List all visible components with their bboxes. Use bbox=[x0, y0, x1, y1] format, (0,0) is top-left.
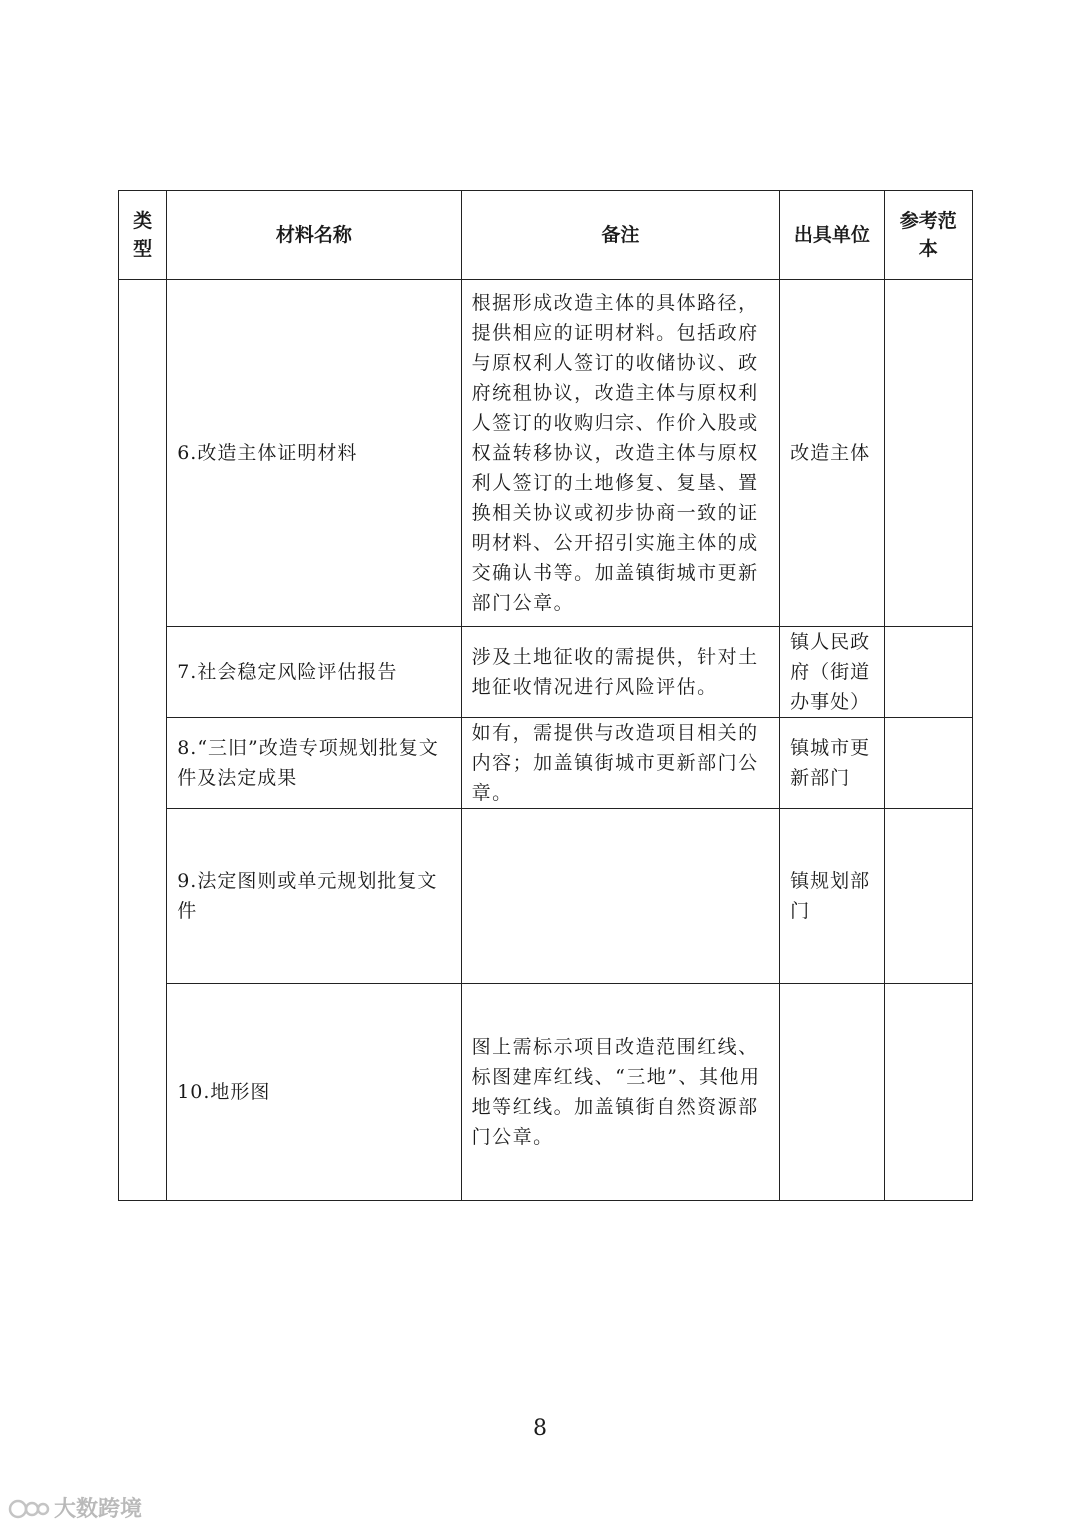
row-note: 图上需标示项目改造范围红线、标图建库红线、“三地”、其他用地等红线。加盖镇街自然资源部门公章。 bbox=[461, 984, 779, 1201]
row-name: 10.地形图 bbox=[167, 984, 461, 1201]
row-name: 6.改造主体证明材料 bbox=[167, 280, 461, 627]
header-note: 备注 bbox=[461, 191, 779, 280]
header-name: 材料名称 bbox=[167, 191, 461, 280]
watermark-logo-icon bbox=[8, 1494, 50, 1522]
table-row bbox=[119, 280, 973, 627]
table-row bbox=[119, 627, 973, 718]
table-header-row bbox=[119, 191, 973, 280]
row-issuer: 镇城市更新部门 bbox=[780, 718, 884, 809]
row-name: 8.“三旧”改造专项规划批复文件及法定成果 bbox=[167, 718, 461, 809]
page-number: 8 bbox=[533, 1416, 547, 1441]
header-issuer: 出具单位 bbox=[780, 191, 884, 280]
row-reference bbox=[884, 280, 972, 627]
watermark bbox=[8, 1492, 142, 1523]
header-type: 类型 bbox=[119, 191, 167, 280]
row-note bbox=[461, 809, 779, 984]
type-cell bbox=[119, 280, 167, 1201]
row-note: 涉及土地征收的需提供，针对土地征收情况进行风险评估。 bbox=[461, 627, 779, 718]
row-issuer bbox=[780, 984, 884, 1201]
row-issuer: 镇人民政府（街道办事处） bbox=[780, 627, 884, 718]
table-row bbox=[119, 984, 973, 1201]
watermark-text: 大数跨境 bbox=[54, 1497, 143, 1522]
table-row bbox=[119, 718, 973, 809]
row-name: 7.社会稳定风险评估报告 bbox=[167, 627, 461, 718]
row-issuer: 改造主体 bbox=[780, 280, 884, 627]
row-note: 根据形成改造主体的具体路径，提供相应的证明材料。包括政府与原权利人签订的收储协议、政府统租协议，改造主体与原权利人签订的收购归宗、作价入股或权益转移协议，改造主体与原权利人签订的土地修复、复垦、置换相关协议或初步协商一致的证明材料、公开招引实施主体的成交确认书等。加盖镇街城市更新部门公章。 bbox=[461, 280, 779, 627]
table-row bbox=[119, 809, 973, 984]
materials-table bbox=[118, 190, 973, 1201]
header-reference: 参考范本 bbox=[884, 191, 972, 280]
row-reference bbox=[884, 627, 972, 718]
row-issuer: 镇规划部门 bbox=[780, 809, 884, 984]
row-reference bbox=[884, 984, 972, 1201]
row-name: 9.法定图则或单元规划批复文件 bbox=[167, 809, 461, 984]
row-reference bbox=[884, 809, 972, 984]
row-note: 如有，需提供与改造项目相关的内容；加盖镇街城市更新部门公章。 bbox=[461, 718, 779, 809]
row-reference bbox=[884, 718, 972, 809]
